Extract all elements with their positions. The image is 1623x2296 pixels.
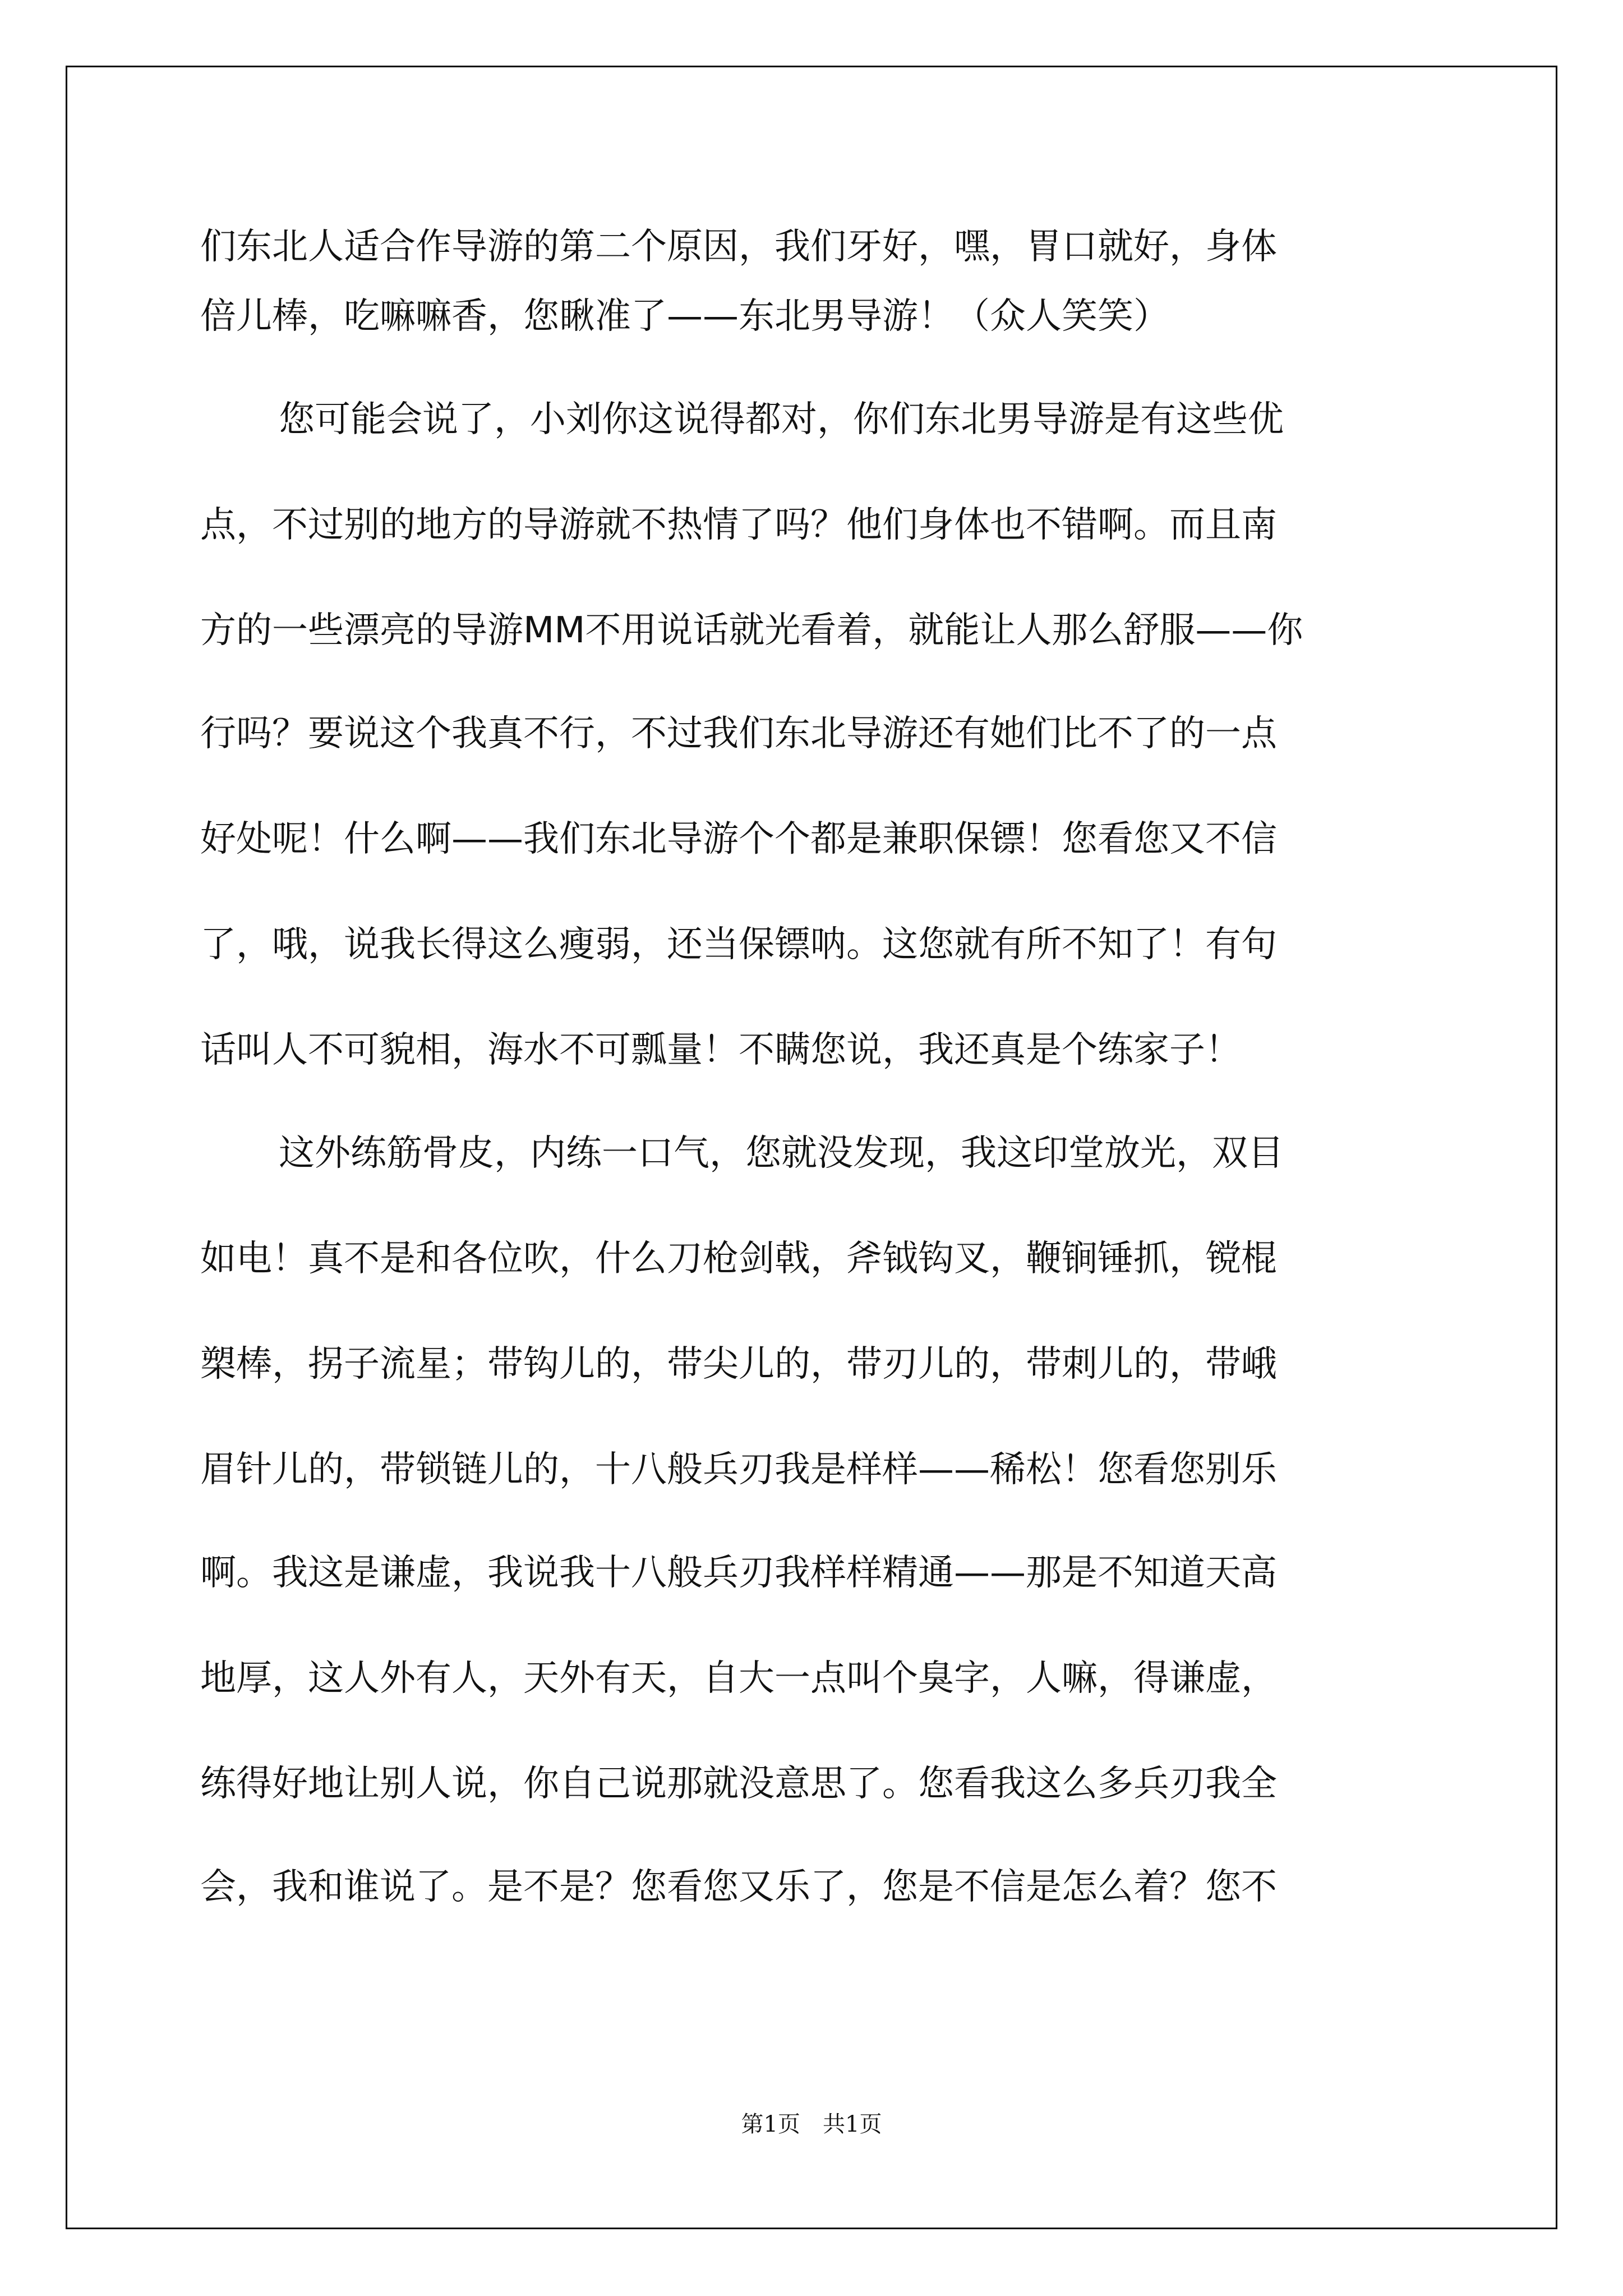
text-line: 啊。我这是谦虚，我说我十八般兵刃我样样精通——那是不知道天高 [200,1552,1277,1594]
text-line: 地厚，这人外有人，天外有天，自大一点叫个臭字，人嘛，得谦虚， [200,1658,1277,1699]
text-line: 了，哦，说我长得这么瘦弱，还当保镖呐。这您就有所不知了！有句 [200,924,1277,965]
text-line: 行吗？要说这个我真不行，不过我们东北导游还有她们比不了的一点 [200,713,1277,754]
text-line: 槊棒，拐子流星；带钩儿的，带尖儿的，带刃儿的，带刺儿的，带峨 [200,1343,1277,1385]
text-line: 会，我和谁说了。是不是？您看您又乐了，您是不信是怎么着？您不 [200,1866,1277,1908]
text-line: 们东北人适合作导游的第二个原因，我们牙好，嘿，胃口就好，身体 [200,226,1277,268]
text-line: 眉针儿的，带锁链儿的，十八般兵刃我是样样——稀松！您看您别乐 [200,1449,1277,1490]
text-line: 方的一些漂亮的导游MM不用说话就光看着，就能让人那么舒服——你 [200,610,1303,651]
paragraph-first-line: 您可能会说了，小刘你这说得都对，你们东北男导游是有这些优 [279,399,1284,440]
text-line: 点，不过别的地方的导游就不热情了吗？他们身体也不错啊。而且南 [200,504,1277,546]
text-line: 练得好地让别人说，你自己说那就没意思了。您看我这么多兵刃我全 [200,1763,1277,1805]
text-line: 话叫人不可貌相，海水不可瓢量！不瞒您说，我还真是个练家子！ [200,1029,1241,1071]
text-line: 倍儿棒，吃嘛嘛香，您瞅准了——东北男导游！（众人笑笑） [200,296,1169,337]
text-line: 如电！真不是和各位吹，什么刀枪剑戟，斧钺钩叉，鞭锏锤抓，镋棍 [200,1238,1277,1280]
text-line: 好处呢！什么啊——我们东北导游个个都是兼职保镖！您看您又不信 [200,818,1277,860]
paragraph-first-line: 这外练筋骨皮，内练一口气，您就没发现，我这印堂放光，双目 [279,1133,1284,1174]
page-number-footer: 第1页 共1页 [741,2111,882,2137]
